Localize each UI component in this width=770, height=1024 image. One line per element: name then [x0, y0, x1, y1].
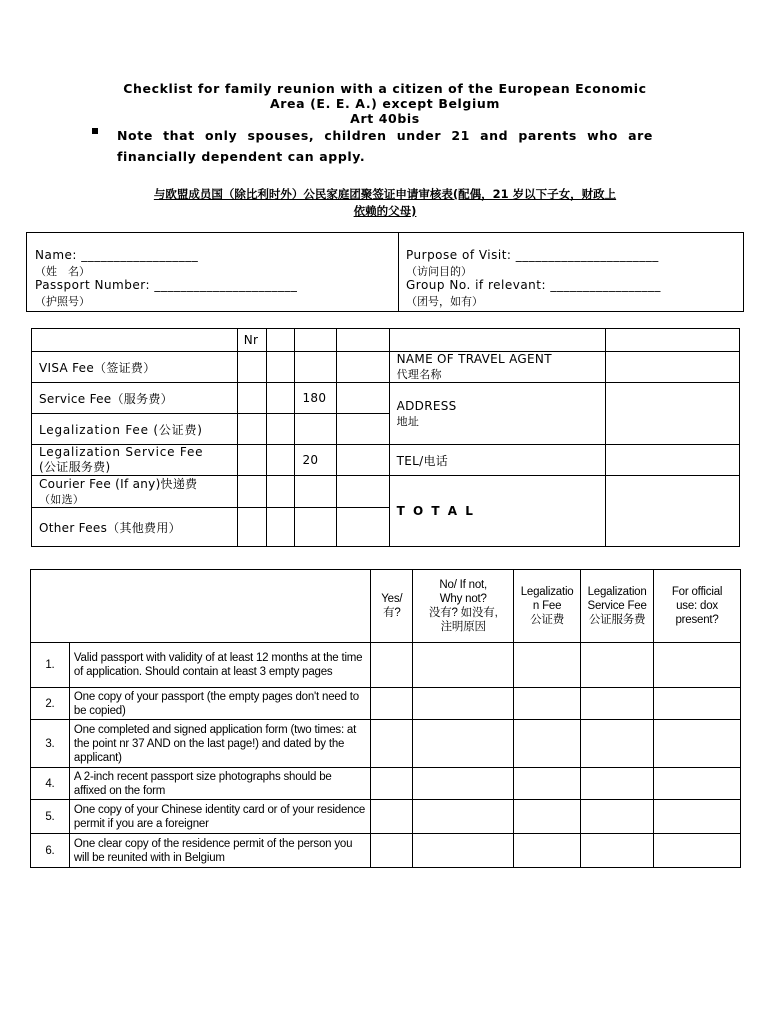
documents-checklist-table [30, 569, 741, 868]
tel-label: TEL/电话 [389, 445, 606, 476]
checklist-item-text: One copy of your Chinese identity card or of your residence permit if you are a foreigner [69, 800, 370, 834]
group-number-field[interactable]: Group No. if relevant: _________________ [406, 278, 661, 292]
visa-fee-cell[interactable] [237, 352, 266, 383]
tel-value[interactable] [606, 445, 740, 476]
legalization-service-fee-value: 20 [295, 445, 336, 476]
applicant-box-divider [398, 233, 399, 311]
checklist-item-text: One clear copy of the residence permit of the person you will be reunited with in Belgium [69, 834, 370, 868]
legalization-service-fee-cell[interactable] [581, 688, 654, 720]
checklist-item-number: 4. [31, 768, 70, 800]
no-cell[interactable] [413, 800, 514, 834]
applicant-info-box [26, 232, 744, 312]
name-cn-label: （姓 名） [35, 265, 90, 278]
official-use-header: For official use: dox present? [654, 570, 741, 643]
checklist-item-text: Valid passport with validity of at least 12 months at the time of application. Should contain at least 3 empty pages [69, 643, 370, 688]
legalization-service-fee-label: Legalization Service Fee [39, 445, 204, 459]
bullet-icon [92, 128, 98, 134]
checklist-item-number: 1. [31, 643, 70, 688]
checklist-row [31, 800, 741, 834]
travel-agent-label: NAME OF TRAVEL AGENT [396, 352, 552, 366]
total-label: T O T A L [389, 476, 606, 547]
title-line-1: Checklist for family reunion with a citizen of the European Economic [123, 81, 647, 96]
service-fee-label: Service Fee（服务费） [32, 383, 238, 414]
checklist-item-text: One completed and signed application form (two times: at the point nr 37 AND on the last page!) and dated by the applicant) [69, 720, 370, 768]
official-use-cell[interactable] [654, 834, 741, 868]
official-use-cell[interactable] [654, 800, 741, 834]
legalization-fee-cell[interactable] [514, 688, 581, 720]
checklist-item-text: One copy of your passport (the empty pages don't need to be copied) [69, 688, 370, 720]
yes-header: Yes/ 有? [371, 570, 413, 643]
group-cn-label: （团号，如有） [406, 295, 483, 308]
official-use-cell[interactable] [654, 688, 741, 720]
official-use-cell[interactable] [654, 768, 741, 800]
legalization-service-fee-cell [32, 445, 238, 476]
checklist-row [31, 834, 741, 868]
travel-agent-cn-label: 代理名称 [396, 368, 442, 381]
legalization-service-fee-cell[interactable] [581, 643, 654, 688]
checklist-item-number: 2. [31, 688, 70, 720]
yes-cell[interactable] [371, 768, 413, 800]
legalization-fee-label: Legalization Fee (公证费) [32, 414, 238, 445]
service-fee-value: 180 [295, 383, 336, 414]
yes-cell[interactable] [371, 834, 413, 868]
legalization-service-fee-cn-label: (公证服务费) [39, 460, 111, 474]
yes-cell[interactable] [371, 643, 413, 688]
nr-header: Nr [237, 329, 266, 352]
chinese-title-line-1: 与欧盟成员国（除比利时外）公民家庭团聚签证申请审核表(配偶，21 岁以下子女，财政上 [153, 187, 617, 201]
courier-fee-label: Courier Fee (If any)快递费 [39, 476, 198, 491]
no-cell[interactable] [413, 834, 514, 868]
legalization-fee-header: Legalizatio n Fee 公证费 [514, 570, 581, 643]
official-use-cell[interactable] [654, 720, 741, 768]
legalization-fee-cell[interactable] [514, 643, 581, 688]
yes-cell[interactable] [371, 800, 413, 834]
chinese-title-line-2: 依赖的父母) [353, 204, 417, 218]
address-cn-label: 地址 [396, 414, 420, 428]
name-field[interactable]: Name: __________________ [35, 248, 199, 262]
legalization-fee-cell[interactable] [514, 834, 581, 868]
travel-agent-value[interactable] [606, 352, 740, 383]
official-use-cell[interactable] [654, 643, 741, 688]
courier-fee-cn-label: （如选） [39, 492, 85, 506]
checklist-item-number: 5. [31, 800, 70, 834]
fees-table [31, 328, 740, 547]
legalization-service-fee-cell[interactable] [581, 834, 654, 868]
checklist-row [31, 688, 741, 720]
legalization-service-fee-cell[interactable] [581, 720, 654, 768]
address-cell [389, 383, 606, 445]
legalization-fee-cell[interactable] [514, 768, 581, 800]
passport-number-field[interactable]: Passport Number: ______________________ [35, 278, 298, 292]
courier-fee-cell [32, 476, 238, 508]
checklist-item-number: 3. [31, 720, 70, 768]
travel-agent-cell [389, 352, 606, 383]
purpose-of-visit-field[interactable]: Purpose of Visit: ______________________ [406, 248, 659, 262]
title-line-2: Area (E. E. A.) except Belgium [270, 96, 500, 111]
yes-cell[interactable] [371, 688, 413, 720]
checklist-row [31, 720, 741, 768]
passport-cn-label: （护照号） [35, 295, 90, 308]
checklist-item-number: 6. [31, 834, 70, 868]
fees-header-blank [32, 329, 238, 352]
legalization-fee-cell[interactable] [514, 720, 581, 768]
visa-fee-label: VISA Fee（签证费） [32, 352, 238, 383]
total-value[interactable] [606, 476, 740, 547]
yes-cell[interactable] [371, 720, 413, 768]
no-cell[interactable] [413, 720, 514, 768]
no-cell[interactable] [413, 643, 514, 688]
no-cell[interactable] [413, 768, 514, 800]
note-line-2: financially dependent can apply. [117, 149, 366, 164]
checklist-header-blank [31, 570, 371, 643]
legalization-service-fee-cell[interactable] [581, 768, 654, 800]
no-cell[interactable] [413, 688, 514, 720]
no-header: No/ If not, Why not? 没有? 如没有, 注明原因 [413, 570, 514, 643]
legalization-service-fee-header: Legalization Service Fee 公证服务费 [581, 570, 654, 643]
note-line-1: Note that only spouses, children under 21 and parents who are [117, 128, 653, 143]
checklist-row [31, 768, 741, 800]
address-value[interactable] [606, 383, 740, 445]
address-label: ADDRESS [396, 398, 457, 413]
title-line-3: Art 40bis [350, 111, 420, 126]
other-fees-label: Other Fees（其他费用） [32, 508, 238, 547]
purpose-cn-label: （访问目的） [406, 265, 472, 278]
legalization-service-fee-cell[interactable] [581, 800, 654, 834]
legalization-fee-cell[interactable] [514, 800, 581, 834]
checklist-item-text: A 2-inch recent passport size photographs should be affixed on the form [69, 768, 370, 800]
checklist-row [31, 643, 741, 688]
